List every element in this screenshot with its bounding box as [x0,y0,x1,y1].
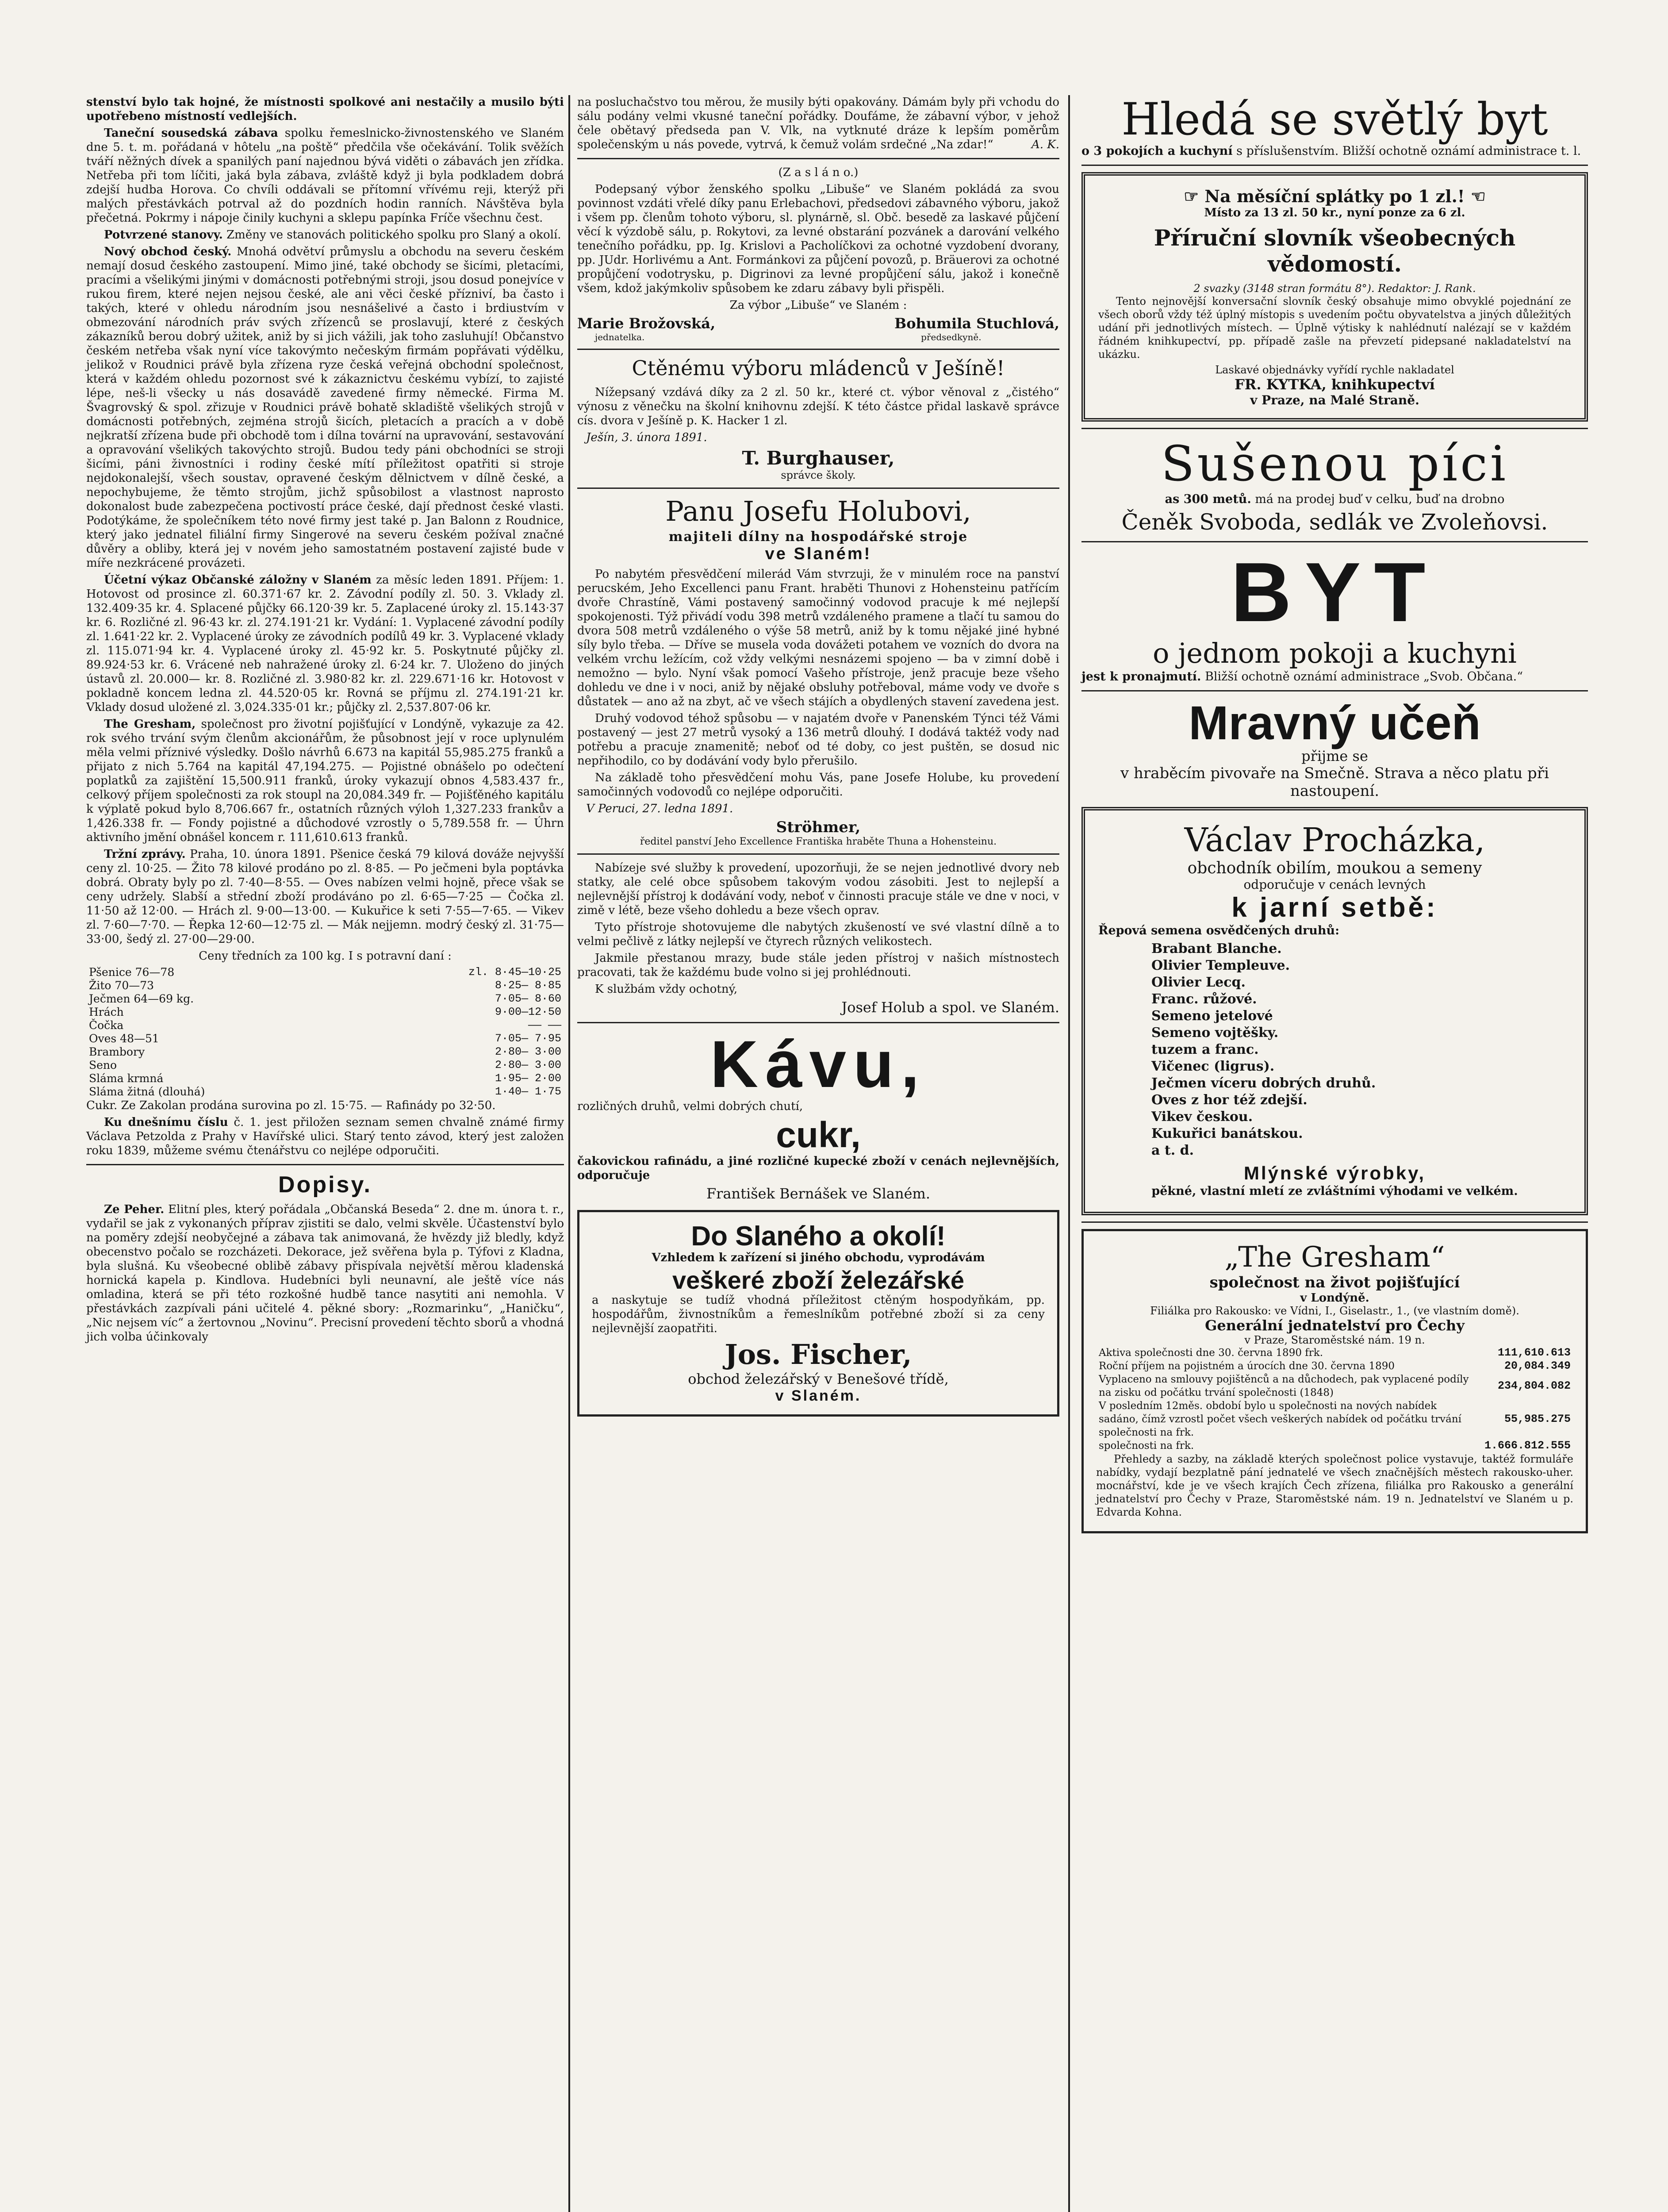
ad-gresham-place: v Londýně. [1300,1291,1369,1305]
ad-fischer-lead: Vzhledem k zařízení si jiného obchodu, vyprodávám [652,1251,985,1264]
ad-gresham-address: v Praze, Staroměstské nám. 19 n. [1244,1333,1425,1346]
column-1 [86,95,564,1347]
ad-prochazka-season: k jarní setbě: [1231,892,1438,923]
holub-offer-1: Nabízeje své služby k provedení, upozorňuji, že se nejen jednotlivé dvory neb statky, ale celé obce spůsobem takovým vodou zásobiti. Jest to nejlepší a nejlevnější přístroj k dodávání vody, neboť v činnosti pracuje stále ve dne v noci, v zimě v létě, beze všeho dohledu a beze všech oprav. [577,861,1059,917]
grain-range: —— —— [528,1019,561,1032]
column-rule [1068,95,1070,2212]
grain-row [86,1019,564,1032]
ad-ucen-text: v hraběcím pivovaře na Smečně. Strava a něco platu při nastoupení. [1120,764,1549,800]
gresham-row [1096,1399,1573,1439]
ad-slovnik-title: Příruční slovník všeobecných vědomostí. [1154,225,1516,277]
ad-gresham-subtitle: společnost na život pojišťující [1209,1273,1460,1291]
grain-name: Sláma žitná (dlouhá) [89,1085,205,1098]
article-gresham: The Gresham, společnost pro životní pojišťující v Londýně, vykazuje za 42. rok svého trvání svým členům akcionářům, že působnost její v roce uplynulém měla velmi příznivé výsledky. Došlo návrhů 6.673 na kapitál 55,985.275 franků a přijato z nich 5.764 na kapitál 47,194.275. — Pojistné obnášelo po odečtení poplatků za zajištění 15,500.911 franků, úroky vykazují obnos 4,583.437 fr., celkový příjem společnosti za rok stoupl na 20,084.349 fr. — Pojišťěného kapitálu k výplatě pokud bylo 8,706.667 fr., ostatních různých výloh 1,327.233 frankův a 1,426.338 fr. — Fondy pojistné a důchodové vzrostly o 5,789.558 fr. — Úhrn aktivního jmění obnášel koncem r. 111,610.613 franků. [86,718,564,844]
article-market: Tržní zprávy. Praha, 10. února 1891. Pšenice česká 79 kilová dováže nejvyšší ceny zl. 10·25. — Žito 78 kilové prodáno po zl. 8·85. — Po ječmeni byla poptávka dobrá. Obraty byly po zl. 7·40—8·55. — Oves nabízen velmi hojně, přece však se ceny udržely. Slabší a střední zboží prodáváno po zl. 6·65—7·25 — Čočka zl. 11·50 až 12·00. — Hrách zl. 9·00—13·00. — Kukuřice k seti 7·55—7·65. — Vikev zl. 7·60—7·70. — Řepka 12·60—12·75 zl. — Mák nejjemn. modrý český zl. 31·75—33·00, šedý zl. 27·00—29·00. [86,848,564,946]
seed-item: Brabant Blanche. [1151,941,1282,956]
ad-byt2-title: BYT [1231,545,1439,639]
ad-fischer-place: v Slaném. [775,1387,862,1405]
ad-kava-subtitle: rozličných druhů, velmi dobrých chutí, [577,1099,803,1113]
gresham-label: Aktiva společnosti dne 30. června 1890 frk. [1099,1347,1323,1359]
article-sugar: Cukr. Ze Zakolan prodána surovina po zl. 15·75. — Rafinády po 32·50. [86,1099,496,1112]
divider [577,158,1059,159]
grain-range: 8·25— 8·85 [495,979,561,992]
ad-slovnik-order: Laskavé objednávky vyřídí rychle nakladatel [1215,364,1454,376]
grain-range: 9·00—12·50 [495,1006,561,1018]
ad-cukr-title: cukr, [776,1114,861,1155]
grain-range: 2·80— 3·00 [495,1045,561,1058]
ad-fischer-text: a naskytuje se tudíž vhodná příležitost ctěným hospodyňkám, pp. hospodářům, živnostníkům a řemeslníkům potřebné zboží si za ceny nejlevnější zaopatřiti. [592,1294,1045,1336]
signature-role: jednatelka. [595,332,645,342]
divider [1081,541,1588,542]
holub-letter-2: Druhý vodovod téhož spůsobu — v najatém dvoře v Panenském Týnci též Vámi postavený — jest 27 metrů vysoký a 136 metrů dlouhý. I dodává taktéž vody nad potřebu a pracuje znamenitě; neboť od té doby, co jest puštěn, se dosud nic nepřihodilo, co by dodávání vody bylo přerušilo. [577,712,1059,768]
holub-place: ve Slaném! [765,545,872,563]
ad-slovnik-price: Místo za 13 zl. 50 kr., nyní ponze za 6 zl. [1204,206,1465,219]
jesin-role: správce školy. [781,469,856,481]
seed-item: Oves z hor též zdejší. [1151,1092,1308,1108]
seed-item: Vikev českou. [1151,1109,1253,1125]
holub-offer-4: K službám vždy ochotný, [595,983,738,996]
grain-row [86,979,564,992]
ad-ucen-subtitle: přijme se [1301,747,1368,764]
article-supplement: Ku dnešnímu číslu č. 1. jest přiložen seznam semen chvalně známé firmy Václava Petzolda z Prahy v Havířské ulici. Starý tento závod, který jest založen roku 1839, můžeme svému čtenářstvu co nejlépe odporučiti. [86,1116,564,1157]
ad-byt2-subtitle: o jednom pokoji a kuchyni [1153,637,1517,669]
ad-byt-title: Hledá se světlý byt [1121,93,1548,145]
grain-price-table [86,966,564,1098]
grain-name: Pšenice 76—78 [89,966,175,979]
seed-item: Semeno vojtěšky. [1151,1025,1279,1041]
seed-item: Olivier Lecq. [1151,974,1246,990]
ad-fischer [577,1210,1059,1417]
divider [577,488,1059,489]
holub-letter-1: Po nabytém přesvědčení milerád Vám stvrzuji, že v minulém roce na panství perucském, Jeho Excellenci panu Frant. hraběti Thunovi z Hohensteinu patřícím dvoře Chrastíně, Vámi postavený samočinný vodovod pracuje k mé nejlepší spokojenosti. Týž přivádí vodu 398 metrů vzdáleného pramene a tlačí tu samou do dvora 508 metrů vzdáleného o výše 58 metrů, aniž by k tomu nějaké jiné hybné síly bylo třeba. — Dříve se musela voda dovážeti potahem ve vozních do dvora na velkém vrchu ležícím, což vždy velkými nesnázemi spojeno — ba v zimní době i nemožno — bylo. Nyní však pomocí Vašeho přístroje, jenž pracuje beze všeho dohledu ve dne i v noci, aniž by nějaké obsluhy potřeboval, máme vody ve dvoře s důstatek — ano až na zbyt, ač ve všech stájích a obydlených stavení zavedena jest. [577,568,1059,708]
gresham-row [1096,1346,1573,1359]
ad-gresham-filiale: Filiálka pro Rakousko: ve Vídni, I., Giselastr., 1., (ve vlastním domě). [1150,1304,1519,1317]
column-rule [568,95,570,2212]
divider [577,853,1059,855]
grain-name: Sláma krmná [89,1072,164,1085]
divider [1081,165,1588,166]
divider [86,1164,564,1165]
ad-slovnik-text: Tento nejnovější konversační slovník český obsahuje mimo obvyklé pojednání ze všech oborů vždy též úplný místopis s uvedením počtu obyvatelstva a jiných důležitých udání při jednotlivých místech. — Úplně výtisky k nahlédnutí nalézají se v každém řádném knihkupectví, pp. případě zašle na převzetí pidepsané nakladatelství na ukázku. [1098,295,1571,361]
gresham-value: 55,985.275 [1504,1412,1571,1425]
holub-offer-2: Tyto přístroje shotovujeme dle nabytých zkušeností ve své vlastní dílně a to velmi pečlivě z látky nejlepší ve čtyrech různých velikostech. [577,921,1059,948]
libuse-closing: Za výbor „Libuše“ ve Slaném : [729,299,907,312]
grain-range: 1·40— 1·75 [495,1085,561,1098]
holub-subheading: majiteli dílny na hospodářské stroje [668,529,968,545]
grain-row [86,1059,564,1072]
holub-offer-3: Jakmile přestanou mrazy, bude stále jeden přístroj v našich místnostech pracovati, tak že každému bude volno si jej prohlédnouti. [577,952,1059,979]
holub-letter-3: Na základě toho přesvědčení mohu Vás, pane Josefe Holube, ku provedení samočinných vodovodů co nejlépe odporučiti. [577,771,1059,799]
jesin-text: Nížepsaný vzdává díky za 2 zl. 50 kr., které ct. výbor věnoval z „čistého“ výnosu z věnečku na školní knihovnu zdejší. K této částce přidal laskavě správce cís. dvora v Ješíně p. K. Hacker 1 zl. [577,386,1059,427]
libuse-signatures [577,315,1059,342]
ad-fischer-role: obchod železářský v Benešové třídě, [688,1371,949,1388]
grain-range: zl. 8·45—10·25 [468,966,561,979]
ad-fischer-title: Do Slaného a okolí! [691,1221,946,1252]
heading-jesin: Ctěnému výboru mládenců v Ješíně! [632,356,1005,380]
gresham-value: 111,610.613 [1497,1346,1571,1359]
grain-name: Čočka [89,1019,124,1032]
divider [1081,428,1588,429]
gresham-label: společnosti na frk. [1099,1440,1194,1452]
divider [1081,690,1588,691]
ad-prochazka-subtitle-2: odporučuje v cenách levných [1243,877,1426,892]
ad-slovnik-volumes: 2 svazky (3148 stran formátu 8°). Redaktor: J. Rank. [1193,282,1476,295]
grain-name: Ječmen 64—69 kg. [89,992,194,1005]
grain-row [86,1072,564,1085]
grain-row [86,992,564,1006]
ad-cukr-signature: František Bernášek ve Slaném. [706,1185,931,1202]
ad-slovnik-installments: ☞ Na měsíční splátky po 1 zl.! ☜ [1184,186,1486,206]
ad-gresham-table [1096,1346,1573,1452]
grain-name: Brambory [89,1045,145,1058]
ad-slovnik-place: v Praze, na Malé Straně. [1250,393,1419,407]
signature-role: předsedkyně. [921,332,982,342]
section-title-dopisy: Dopisy. [278,1172,372,1198]
article-statutes: Potvrzené stanovy. Změny ve stanovách politického spolku pro Slaný a okolí. [104,228,561,242]
signature-name: Bohumila Stuchlová, [894,315,1059,332]
gresham-label: Vyplaceno na smlouvy pojištěnců a na důchodech, pak vyplacené podíly na zisku od počátku trvání společnosti (1848) [1099,1373,1469,1398]
ad-fischer-big: veškeré zboží železářské [672,1266,964,1294]
grain-row [86,966,564,979]
ad-slovnik [1081,172,1588,422]
ad-prochazka-list [1098,941,1571,1159]
seed-item: Olivier Templeuve. [1151,957,1290,973]
ad-gresham-general: Generální jednatelství pro Čechy [1205,1317,1465,1334]
gresham-row [1096,1373,1573,1399]
holub-letter-place: V Peruci, 27. ledna 1891. [586,802,733,815]
gresham-value: 1.666.812.555 [1484,1439,1571,1452]
gresham-row [1096,1439,1573,1452]
ad-prochazka-mill-text: pěkné, vlastní mletí ze zvláštními výhodami ve velkém. [1151,1184,1518,1198]
grain-row [86,1085,564,1098]
column-2 [577,95,1059,1417]
grain-row [86,1006,564,1019]
grain-name: Hrách [89,1006,124,1018]
ad-pice-title: Sušenou píci [1161,435,1508,492]
jesin-place: Ješín, 3. února 1891. [586,431,707,444]
divider [577,1022,1059,1023]
ad-prochazka-name: Václav Procházka, [1184,821,1485,859]
gresham-value: 20,084.349 [1504,1359,1571,1372]
ad-prochazka-mill: Mlýnské výrobky, [1243,1162,1426,1183]
ad-prochazka [1081,807,1588,1215]
article-peher: Ze Peher. Elitní ples, který pořádala „Občanská Beseda“ 2. dne m. února t. r., vydařil se jak z vykonaných příprav zjistiti se dalo, velmi skvěle. Účastenství bylo na poměry zdejší neobyčejné a zábava tak animovaná, že hvězdy již bledly, když obecenstvo počalo se rozcházeti. Dekorace, jež svěřena byla p. Týfovi z Kladna, byla slušná. Ku všeobecné oblibě zábavy přispívala největší měrou kladenská hornická kapela p. Kindlova. Hudebníci byli neunavní, ale ještě více nás omladina, která se při této rozkošné hudbě tance nasytiti ani nemohla. V přestávkách zazpívali páni učitelé 4. pěkné sbory: „Rozmarinku“, „Haničku“, „Nic nejsem víc“ a žertovnou „Novinu“. Precisní provedení těchto sborů a vhodná jich volba účinkovaly [86,1203,564,1344]
grain-range: 1·95— 2·00 [495,1072,561,1085]
jesin-signature: T. Burghauser, [742,447,895,469]
ad-byt2-text: jest k pronajmutí. Bližší ochotně oznámí administrace „Svob. Občana.“ [1081,669,1523,684]
article-new-shop: Nový obchod český. Mnohá odvětví průmyslu a obchodu na severu českém nemají dosud českého zastoupení. Mimo jiné, také obchody se šicími, pletacími, pracími a všelikými jinými v domácnosti potřebnými stroji, jsou dosud ponejvíce v rukou firem, které nejen nejsou české, ale ani věci české přízniví, ba často i takých, které v ohledu národním jsou nesnášelivé a často i brdiustvím v obmezování národních práv svých zřízenců se proslavují, které z českých zákazníků berou dobrý užitek, aniž by si jich vážili, jak toho zasluhují! Občanstvo českém netřeba však nyní více takovýmto nečeským firmám popřávati výdělku, jelikož v Roudnici právě byla zřízena ryze česká veřejná obchodní společnost, která v každém ohledu pozornost své k zákaznictvu českému vybízí, to zajisté lépe, neš-li všecky u nás dosavádě zavedené firmy německé. Firma M. Švagrovský & spol. zřizuje v Roudnici právě bohatě skladiště všelikých strojů v domácnosti potřebných, zejména strojů šicích, pletacích a pracích a v době nejkratší zřízena bude při obchodě tom i dílna tovární na upravování, sestavování a opravování všelikých takovýchto strojů. Budou tedy páni obchodníci se stroji šicími, páni živnostníci i rodiny české mítí příležitost opatřiti si stroje nejdokonalejší, všech soustav, opravené českým dělnictvem v dílně české, a nepochybujeme, že těmto strojům, jichž spůsobilost a vlastnost naprosto dokonalost bude zabezpečena poctivostí práce české, dají přednost české vlasti. Podotýkáme, že společníkem této nové firmy jest také p. Jan Balonn z Roudnice, který jako jednatel filiální firmy Singerové na severu českém požíval značné důvěry a obliby, která jej v novém jeho samostatném postavení zajisté bude v míře nezkrácené provázeti. [86,245,564,570]
ad-ucen-title: Mravný učeň [1189,695,1481,749]
grain-row [86,1032,564,1045]
gresham-label: V posledním 12měs. období bylo u společnosti na nových nabídek sadáno, čímž vzrostl počet všech veškerých nabídek od počátku trvání společnosti na frk. [1099,1400,1462,1438]
divider [577,349,1059,350]
heading-holub: Panu Josefu Holubovi, [665,495,971,527]
grain-name: Oves 48—51 [89,1032,159,1045]
seed-item: Semeno jetelové [1151,1008,1273,1024]
seed-item: Ječmen víceru dobrých druhů. [1151,1075,1376,1091]
ad-cukr-text: čakovickou rafinádu, a jiné rozličné kupecké zboží v cenách nejlevnějších, odporučuje [577,1154,1059,1182]
signature-name: Marie Brožovská, [577,315,716,332]
ad-prochazka-subtitle: obchodník obilím, moukou a semeny [1187,859,1482,877]
grain-caption: Ceny tředních za 100 kg. I s potravní daní : [199,949,452,963]
grain-name: Žito 70—73 [89,979,154,992]
ad-slovnik-publisher: FR. KYTKA, knihkupectví [1235,376,1435,393]
grain-range: 2·80— 3·00 [495,1059,561,1071]
ad-gresham-title: „The Gresham“ [1224,1240,1445,1274]
newspaper-page [86,95,1588,2212]
libuse-thanks: Podepsaný výbor ženského spolku „Libuše“ ve Slaném pokládá za svou povinnost vzdáti vřelé díky panu Erlebachovi, předsedovi zábavného výboru, jakož i všem pp. členům tohoto výboru, sl. plynárně, sl. Obč. besedě za laskavé půjčení věcí k výzdobě sálu, p. Rokytovi, za levné obstarání pozvánek a darování velkého tenečního pořádku, pp. Ig. Krislovi a Pacholíčkovi za ochotné vyzdobení dvorany, pp. JUdr. Horlivému a Ant. Formánkovi za půjčení povozů, p. Bräuerovi za ochotné propůjčení vodotrysku, p. Digrinovi za levné propůjčení sálu, jakož i konečně všem, kdož jakýmkoliv spůsobem ke zdaru zábavy byli přispěli. [577,183,1059,295]
seed-item: tuzem a franc. [1151,1041,1259,1057]
grain-range: 7·05— 8·60 [495,992,561,1005]
ad-pice-text: as 300 metů. má na prodej buď v celku, buď na drobno [1165,492,1505,506]
seed-item: a t. d. [1151,1142,1194,1158]
ad-prochazka-lead: Řepová semena osvědčených druhů: [1098,923,1340,937]
zaslano-heading: (Z a s l á n o.) [778,166,859,179]
ad-kava-title: Kávu, [710,1027,927,1101]
ad-fischer-signature: Jos. Fischer, [725,1338,912,1371]
ad-gresham [1081,1229,1588,1533]
ad-byt-text: o 3 pokojích a kuchyní s příslušenstvím. Bližší ochotně oznámí administrace t. l. [1081,144,1581,158]
paragraph-opening: stenství bylo tak hojné, že místnosti spolkové ani nestačily a musilo býti upotřebeno místností vedlejších. [86,96,564,123]
ad-gresham-text: Přehledy a sazby, na základě kterých společnost police vystavuje, taktéž formuláře nabídky, vydají bezplatně pání jednatelé ve všech značnějších městech rakousko-uher. mocnářství, kde je ve všech krajích Čech zřízena, filiálka pro Rakousko a generální jednatelství pro Čechy v Praze, Staroměstské nám. 19 n. Jednatelství ve Slaném u p. Edvarda Kohna. [1096,1452,1573,1518]
ad-pice-signature: Čeněk Svoboda, sedlák ve Zvoleňovsi. [1121,509,1548,535]
article-savings-report: Účetní výkaz Občanské záložny v Slaném za měsíc leden 1891. Příjem: 1. Hotovost od prosince zl. 60.371·67 kr. 2. Závodní podíly zl. 50. 3. Vklady zl. 132.409·35 kr. 4. Splacené půjčky 66.120·39 kr. 5. Zaplacené úroky zl. 15.143·37 kr. 6. Rozličné zl. 96·43 kr. zl. 274.191·21 kr. Vydání: 1. Vyplacené závodní podíly zl. 1.641·22 kr. 2. Vyplacené úroky ze závodních podílů 49 kr. 3. Vyplacené vklady zl. 115.071·94 kr. 4. Vyplacené úroky zl. 45·92 kr. 5. Poskytnuté půjčky zl. 89.924·53 kr. 6. Vrácené neb nahražené úroky zl. 6·24 kr. 7. Uloženo do jiných ústavů zl. 20.000— kr. 8. Rozličné zl. 3.980·82 kr. zl. 229.671·16 kr. Hotovost v pokladně koncem ledna zl. 44.520·05 kr. Rovná se příjmu zl. 274.191·21 kr. Vklady dosud uložené zl. 3,024.335·01 kr.; půjčky zl. 2,537.807·06 kr. [86,573,564,714]
gresham-value: 234,804.082 [1497,1379,1571,1392]
gresham-label: Roční příjem na pojistném a úrocích dne 30. června 1890 [1099,1360,1395,1372]
seed-item: Kukuřici banátskou. [1151,1125,1303,1141]
article-peher-cont: na posluchačstvo tou měrou, že musily býti opakovány. Dámám byly při vchodu do sálu podány velmi vkusné taneční pořádky. Doufáme, že zábavní výbor, v jehož čele obětavý předseda pan V. Vlk, na vytknuté dráze k lepším poměrům společenským u nás povede, vytrvá, k čemuž volám srdečné „Na zdar!“ A. K. [577,96,1059,151]
seed-item: Franc. růžové. [1151,991,1257,1007]
grain-row [86,1045,564,1059]
seed-item: Vičenec (ligrus). [1151,1058,1275,1074]
divider [1081,1221,1588,1223]
article-dance: Taneční sousedská zábava spolku řemeslnicko-živnostenského ve Slaném dne 5. t. m. pořádaná v hôtelu „na poště“ předčila vše očekávání. Tolik svěžích tváří něžných dívek a spanilých paní najednou bývá viděti o zábavách jen zřídka. Netřeba při tom líčiti, jaká byla zábava, zvláště když ji byla podkladem dobrá zdejší hudba Horova. Co chvíli oddávali se přítomní vřívému reji, kterýž při malých přestávkách potrval až do pozdních hodin ranních. Návštěva byla přečetná. Pokrmy i nápoje činily kuchyni a sklepu papínka Fríče všechnu čest. [86,127,564,225]
holub-letter-role: ředitel panství Jeho Excellence Františka hraběte Thuna a Hohensteinu. [640,836,997,847]
holub-letter-signature: Ströhmer, [776,818,861,836]
holub-offer-signature: Josef Holub a spol. ve Slaném. [841,999,1059,1016]
grain-range: 7·05— 7·95 [495,1032,561,1045]
gresham-row [1096,1359,1573,1373]
column-3 [1081,95,1588,1533]
grain-name: Seno [89,1059,117,1071]
